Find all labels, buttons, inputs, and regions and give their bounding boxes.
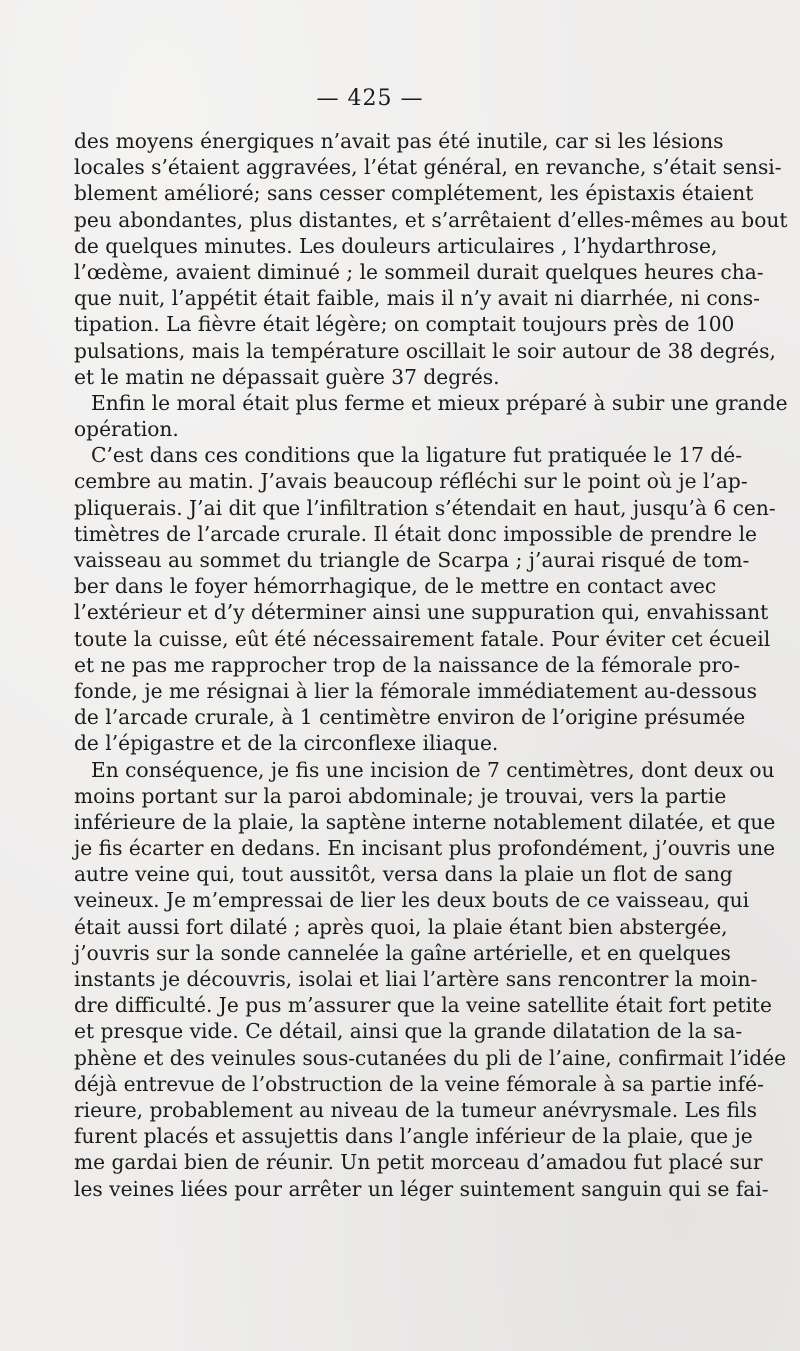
text-line: me gardai bien de réunir. Un petit morceau d’amadou fut placé sur [74, 1150, 763, 1175]
text-line: veineux. Je m’empressai de lier les deux bouts de ce vaisseau, qui [74, 888, 750, 913]
text-line: peu abondantes, plus distantes, et s’arrêtaient d’elles-mêmes au bout [74, 207, 788, 232]
text-line: les veines liées pour arrêter un léger suintement sanguin qui se fai- [74, 1176, 769, 1201]
text-line: moins portant sur la paroi abdominale; je trouvai, vers la partie [74, 783, 727, 808]
text-line: timètres de l’arcade crurale. Il était donc impossible de prendre le [74, 521, 757, 546]
text-line: furent placés et assujettis dans l’angle inférieur de la plaie, que je [74, 1124, 753, 1149]
text-line: je fis écarter en dedans. En incisant plus profondément, j’ouvris une [74, 836, 776, 861]
text-line: que nuit, l’appétit était faible, mais il n’y avait ni diarrhée, ni cons- [74, 286, 760, 311]
text-line: rieure, probablement au niveau de la tumeur anévrysmale. Les fils [74, 1097, 757, 1122]
text-line: ber dans le foyer hémorrhagique, de le mettre en contact avec [74, 574, 717, 599]
text-line: pliquerais. J’ai dit que l’infiltration s’étendait en haut, jusqu’à 6 cen- [74, 495, 776, 520]
text-line: dre difficulté. Je pus m’assurer que la veine satellite était fort petite [74, 993, 772, 1018]
text-line: de l’épigastre et de la circonflexe iliaque. [74, 731, 499, 756]
text-line: Enfin le moral était plus ferme et mieux préparé à subir une grande [91, 390, 788, 415]
text-line: blement amélioré; sans cesser complétement, les épistaxis étaient [74, 181, 754, 206]
text-line: pulsations, mais la température oscillait le soir autour de 38 degrés, [74, 338, 776, 363]
text-line: tipation. La fièvre était légère; on comptait toujours près de 100 [74, 312, 735, 337]
body-text [74, 128, 788, 1202]
text-line: autre veine qui, tout aussitôt, versa dans la plaie un flot de sang [74, 862, 733, 887]
text-line: toute la cuisse, eût été nécessairement fatale. Pour éviter cet écueil [74, 626, 771, 651]
text-line: inférieure de la plaie, la saptène interne notablement dilatée, et que [74, 809, 776, 834]
text-line: l’extérieur et d’y déterminer ainsi une suppuration qui, envahissant [74, 600, 769, 625]
text-line: locales s’étaient aggravées, l’état général, en revanche, s’était sensi- [74, 155, 782, 180]
text-line: phène et des veinules sous-cutanées du pli de l’aine, confirmait l’idée [74, 1045, 787, 1070]
text-line: vaisseau au sommet du triangle de Scarpa ; j’aurai risqué de tom- [74, 548, 750, 572]
text-line: et ne pas me rapprocher trop de la naissance de la fémorale pro- [74, 652, 741, 677]
page-number: — 425 — [316, 86, 424, 111]
text-line: et le matin ne dépassait guère 37 degrés. [74, 364, 500, 389]
text-line: était aussi fort dilaté ; après quoi, la plaie étant bien abstergée, [74, 914, 728, 939]
text-line: C’est dans ces conditions que la ligature fut pratiquée le 17 dé- [91, 443, 743, 468]
text-line: l’œdème, avaient diminué ; le sommeil durait quelques heures cha- [74, 259, 764, 284]
text-line: de l’arcade crurale, à 1 centimètre environ de l’origine présumée [74, 705, 746, 730]
text-line: instants je découvris, isolai et liai l’artère sans rencontrer la moin- [74, 967, 758, 991]
text-line: j’ouvris sur la sonde cannelée la gaîne artérielle, et en quelques [74, 940, 731, 965]
text-line: des moyens énergiques n’avait pas été inutile, car si les lésions [74, 129, 724, 153]
text-line: En conséquence, je fis une incision de 7 centimètres, dont deux ou [91, 757, 775, 782]
text-line: cembre au matin. J’avais beaucoup réfléchi sur le point où je l’ap- [74, 469, 748, 494]
text-line: et presque vide. Ce détail, ainsi que la grande dilatation de la sa- [74, 1019, 743, 1044]
text-line: opération. [74, 417, 179, 442]
text-line: de quelques minutes. Les douleurs articulaires , l’hydarthrose, [74, 233, 718, 258]
text-line: déjà entrevue de l’obstruction de la veine fémorale à sa partie infé- [74, 1071, 764, 1096]
text-line: fonde, je me résignai à lier la fémorale immédiatement au-dessous [74, 678, 757, 703]
